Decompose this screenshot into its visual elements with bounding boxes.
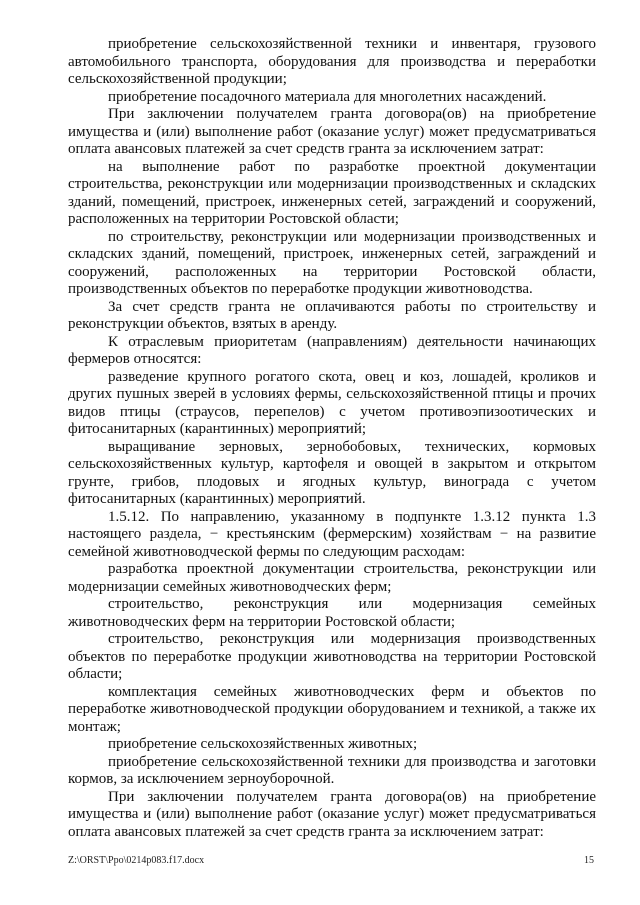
paragraph: За счет средств гранта не оплачиваются работы по строительству и реконструкции объектов, взятых в аренду.	[68, 298, 596, 332]
document-body	[68, 36, 596, 841]
paragraph: по строительству, реконструкции или модернизации производственных и складских зданий, помещений, пристроек, инженерных сетей, заграждений и сооружений, расположенных на территории Ростовской области, производственных объектов по переработке продукции животноводства.	[68, 228, 596, 297]
paragraph: приобретение посадочного материала для многолетних насаждений.	[108, 88, 547, 105]
paragraph: приобретение сельскохозяйственной техники и инвентаря, грузового автомобильного транспорта, оборудования для производства и переработки сельскохозяйственной продукции;	[68, 36, 596, 87]
paragraph: на выполнение работ по разработке проектной документации строительства, реконструкции или модернизации производственных и складских зданий, помещений, пристроек, инженерных сетей, заграждений и сооружений, расположенных на территории Ростовской области;	[68, 158, 596, 227]
paragraph: При заключении получателем гранта договора(ов) на приобретение имущества и (или) выполнение работ (оказание услуг) может предусматриваться оплата авансовых платежей за счет средств гранта за исключением затрат:	[68, 788, 596, 840]
paragraph: разведение крупного рогатого скота, овец и коз, лошадей, кроликов и других пушных зверей в условиях фермы, сельскохозяйственной птицы и прочих видов птицы (страусов, перепелов) с учетом противоэпизоотических и фитосанитарных (карантинных) мероприятий;	[68, 368, 596, 437]
paragraph: строительство, реконструкция или модернизация производственных объектов по переработке продукции животноводства на территории Ростовской области;	[68, 631, 596, 682]
paragraph: При заключении получателем гранта договора(ов) на приобретение имущества и (или) выполнение работ (оказание услуг) может предусматриваться оплата авансовых платежей за счет средств гранта за исключением затрат:	[68, 106, 596, 157]
paragraph: комплектация семейных животноводческих ферм и объектов по переработке животноводческой продукции оборудованием и техникой, а также их монтаж;	[68, 683, 596, 735]
paragraph: 1.5.12. По направлению, указанному в подпункте 1.3.12 пункта 1.3 настоящего раздела, − крестьянским (фермерским) хозяйствам − на развитие семейной животноводческой фермы по следующим расходам:	[68, 508, 596, 560]
paragraph: приобретение сельскохозяйственных животных;	[108, 736, 418, 752]
paragraph: К отраслевым приоритетам (направлениям) деятельности начинающих фермеров относятся:	[68, 333, 596, 367]
paragraph: приобретение сельскохозяйственной техники для производства и заготовки кормов, за исключением зерноуборочной.	[68, 753, 596, 787]
paragraph: строительство, реконструкция или модернизация семейных животноводческих ферм на территории Ростовской области;	[68, 596, 596, 630]
footer-file-path: Z:\ORST\Ppo\0214p083.f17.docx	[68, 855, 205, 866]
paragraph: разработка проектной документации строительства, реконструкции или модернизации семейных животноводческих ферм;	[68, 561, 596, 595]
paragraph: выращивание зерновых, зернобобовых, технических, кормовых сельскохозяйственных культур, картофеля и овощей в закрытом и открытом грунте, грибов, плодовых и ягодных культур, винограда с учетом фитосанитарных (карантинных) мероприятий.	[68, 438, 596, 507]
page-number: 15	[584, 855, 594, 866]
